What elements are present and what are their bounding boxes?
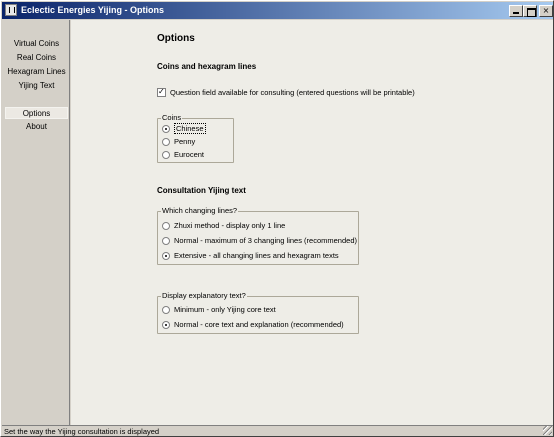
page-title: Options (157, 33, 195, 44)
radio-normal-changing[interactable] (162, 237, 170, 245)
coins-group-legend: Coins (162, 113, 182, 122)
radio-eurocent-label[interactable]: Eurocent (174, 150, 205, 159)
window-title: Eclectic Energies Yijing - Options (21, 5, 165, 15)
status-bar (2, 425, 553, 436)
minimize-button[interactable] (509, 5, 523, 17)
radio-zhuxi-label[interactable]: Zhuxi method - display only 1 line (174, 221, 286, 230)
question-field-checkbox[interactable] (157, 88, 166, 97)
radio-chinese[interactable] (162, 125, 170, 133)
options-panel (71, 20, 553, 425)
explanatory-text-group (157, 291, 359, 334)
radio-minimum[interactable] (162, 306, 170, 314)
explanatory-text-legend: Display explanatory text? (162, 291, 246, 300)
close-button[interactable]: × (539, 5, 553, 17)
app-icon[interactable] (5, 4, 17, 16)
sidebar-item-about[interactable]: About (26, 122, 47, 131)
sidebar-item-hexagram-lines[interactable]: Hexagram Lines (7, 67, 66, 76)
radio-chinese-label[interactable]: Chinese (176, 124, 204, 133)
radio-normal-changing-label[interactable]: Normal - maximum of 3 changing lines (recommended) (174, 236, 357, 245)
question-field-label[interactable]: Question field available for consulting (entered questions will be printable) (170, 88, 415, 97)
sidebar-item-virtual-coins[interactable]: Virtual Coins (13, 39, 60, 48)
maximize-button[interactable] (523, 5, 537, 17)
radio-extensive[interactable] (162, 252, 170, 260)
sidebar-item-options[interactable]: Options (5, 107, 68, 119)
radio-minimum-label[interactable]: Minimum - only Yijing core text (174, 305, 276, 314)
radio-normal-explanatory[interactable] (162, 321, 170, 329)
status-text: Set the way the Yijing consultation is displayed (4, 427, 160, 436)
radio-zhuxi[interactable] (162, 222, 170, 230)
coins-section-title: Coins and hexagram lines (157, 62, 257, 71)
coins-group (157, 113, 234, 163)
radio-normal-explanatory-label[interactable]: Normal - core text and explanation (recommended) (174, 320, 344, 329)
resize-grip-icon[interactable] (543, 426, 552, 435)
title-bar[interactable] (2, 2, 553, 19)
changing-lines-group (157, 206, 359, 265)
radio-extensive-label[interactable]: Extensive - all changing lines and hexagram texts (174, 251, 339, 260)
sidebar-item-real-coins[interactable]: Real Coins (16, 53, 57, 62)
consultation-section-title: Consultation Yijing text (157, 186, 246, 195)
sidebar-item-yijing-text[interactable]: Yijing Text (18, 81, 55, 90)
changing-lines-legend: Which changing lines? (162, 206, 238, 215)
radio-penny[interactable] (162, 138, 170, 146)
radio-penny-label[interactable]: Penny (174, 137, 196, 146)
radio-eurocent[interactable] (162, 151, 170, 159)
sidebar-nav (2, 20, 70, 425)
